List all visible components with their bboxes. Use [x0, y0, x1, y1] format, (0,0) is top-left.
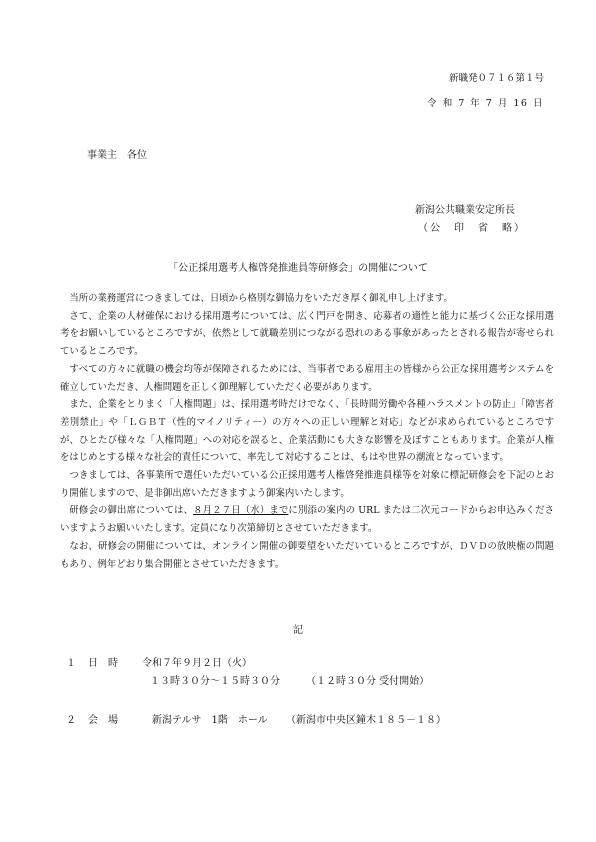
item-number-1: １	[66, 658, 76, 669]
registration-text-pre: 研修会の御出席については、	[69, 505, 194, 517]
item-number-2: ２	[66, 715, 76, 726]
item-label-datetime: 日 時	[88, 658, 118, 669]
paragraph-human-rights-issues: また、企業をとりまく「人権問題」は、採用選考時だけでなく、「長時間労働や各種ハラスメントの防止」「障害者差別禁止」や「ＬＧＢＴ（性的マイノリティー）の方々への正しい理解と対応」などが求められているところですが、ひとたび様々な「人権問題」への対応を誤ると、企業活動にも大きな影響を及ぼすこともあります。企業が人権をはじめとする様々な社会的責任について、率先して対応することは、もはや世界の潮流となっています。	[60, 399, 554, 464]
registration-deadline: ８月２７日（水）まで	[193, 505, 289, 517]
event-date: 令和７年９月２日（火）	[142, 658, 252, 669]
sender-organization: 新潟公共職業安定所長	[415, 205, 515, 216]
paragraph-equal-opportunity: すべての方々に就職の機会均等が保障されるためには、当事者である雇用主の皆様から公正な採用選考システムを確立していただき、人権問題を正しく御理解していただく必要があります。	[60, 363, 554, 393]
paragraph-background: さて、企業の人材確保における採用選考については、広く門戸を開き、応募者の適性と能力に基づく公正な採用選考をお願いしているところですが、依然として就職差別につながる恐れのある事象があったとされる報告が寄せられているところです。	[60, 310, 554, 358]
venue-address: （新潟市中央区鐘木１８５－１８）	[286, 715, 446, 726]
body-text	[60, 290, 554, 573]
document-title: 「公正採用選考人権啓発推進員等研修会」の開催について	[168, 263, 428, 274]
seal-omitted-note: （公 印 省 略）	[418, 223, 526, 234]
issue-date: 令 和 7 年 7 月 16 日	[427, 98, 544, 109]
addressee: 事業主 各位	[87, 150, 147, 161]
paragraph-registration	[60, 502, 554, 537]
paragraph-invitation: つきましては、各事業所で選任いただいている公正採用選考人権啓発推進員様等を対象に標記研修会を下記のとおり開催しますので、是非御出席いただきますよう御案内いたします。	[60, 470, 554, 499]
registration-text-post: に別添の案内の URL または二次元コードからお申込みくださいますようお願いいたします。定員になり次第締切とさせていただきます。	[60, 505, 554, 535]
document-number: 新職発０７１６第１号	[448, 73, 544, 84]
paragraph-format-note: なお、研修会の開催については、オンライン開催の御要望をいただいているところですが、ＤＶＤの放映権の問題もあり、例年どおり集合開催とさせていただきます。	[60, 540, 554, 570]
venue-name: 新潟テルサ 1階 ホール	[152, 715, 268, 726]
paragraph-greeting: 当所の業務運営につきましては、日頃から格別な御協力をいただき厚く御礼申し上げます。	[69, 293, 453, 304]
event-time: １３時３０分～１５時３０分	[150, 676, 280, 687]
ki-heading: 記	[293, 625, 303, 636]
item-label-venue: 会 場	[88, 715, 118, 726]
reception-start: （１２時３０分 受付開始）	[306, 676, 430, 687]
